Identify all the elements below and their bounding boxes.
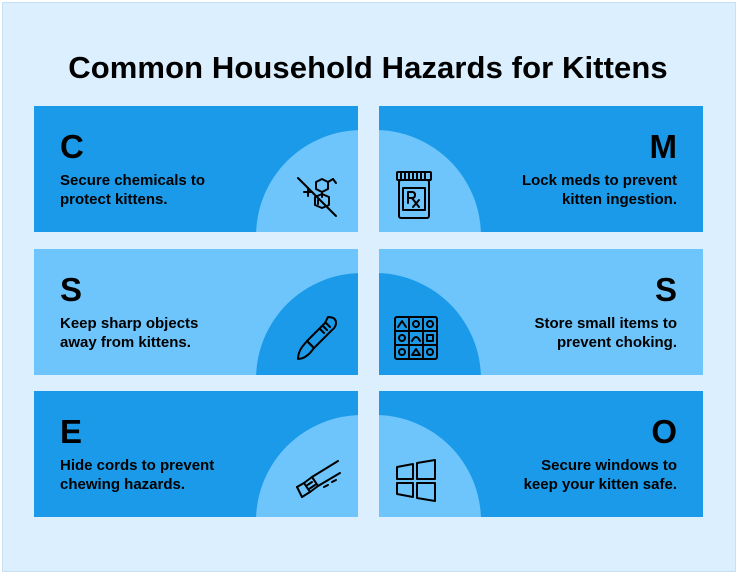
hazard-card-electrical-cords (34, 391, 358, 517)
card-description: Keep sharp objects away from kittens. (60, 315, 199, 351)
scalpel-icon (292, 313, 342, 363)
small-items-grid-icon (391, 313, 441, 363)
hazard-card-medications (379, 106, 703, 232)
card-letter: O (651, 413, 677, 450)
card-description: Secure windows to keep your kitten safe. (523, 457, 677, 493)
card-letter: E (60, 413, 83, 450)
card-description: Secure chemicals to protect kittens. (60, 172, 206, 208)
card-description: Lock meds to prevent kitten ingestion. (521, 172, 677, 208)
chemical-crossed-out-icon (292, 170, 342, 220)
hazard-card-sharp-objects (34, 249, 358, 375)
card-letter: S (654, 271, 677, 308)
page-title: Common Household Hazards for Kittens (68, 50, 668, 85)
card-letter: C (60, 128, 84, 165)
card-letter: S (60, 271, 83, 308)
card-letter: M (649, 128, 677, 165)
card-description: Store small items to prevent choking. (534, 315, 677, 351)
cord-plug-icon (292, 455, 342, 505)
prescription-bottle-icon (391, 170, 441, 220)
hazard-card-small-items (379, 249, 703, 375)
window-icon (391, 455, 441, 505)
hazard-card-windows (379, 391, 703, 517)
card-description: Hide cords to prevent chewing hazards. (60, 457, 215, 493)
hazard-card-chemicals (34, 106, 358, 232)
